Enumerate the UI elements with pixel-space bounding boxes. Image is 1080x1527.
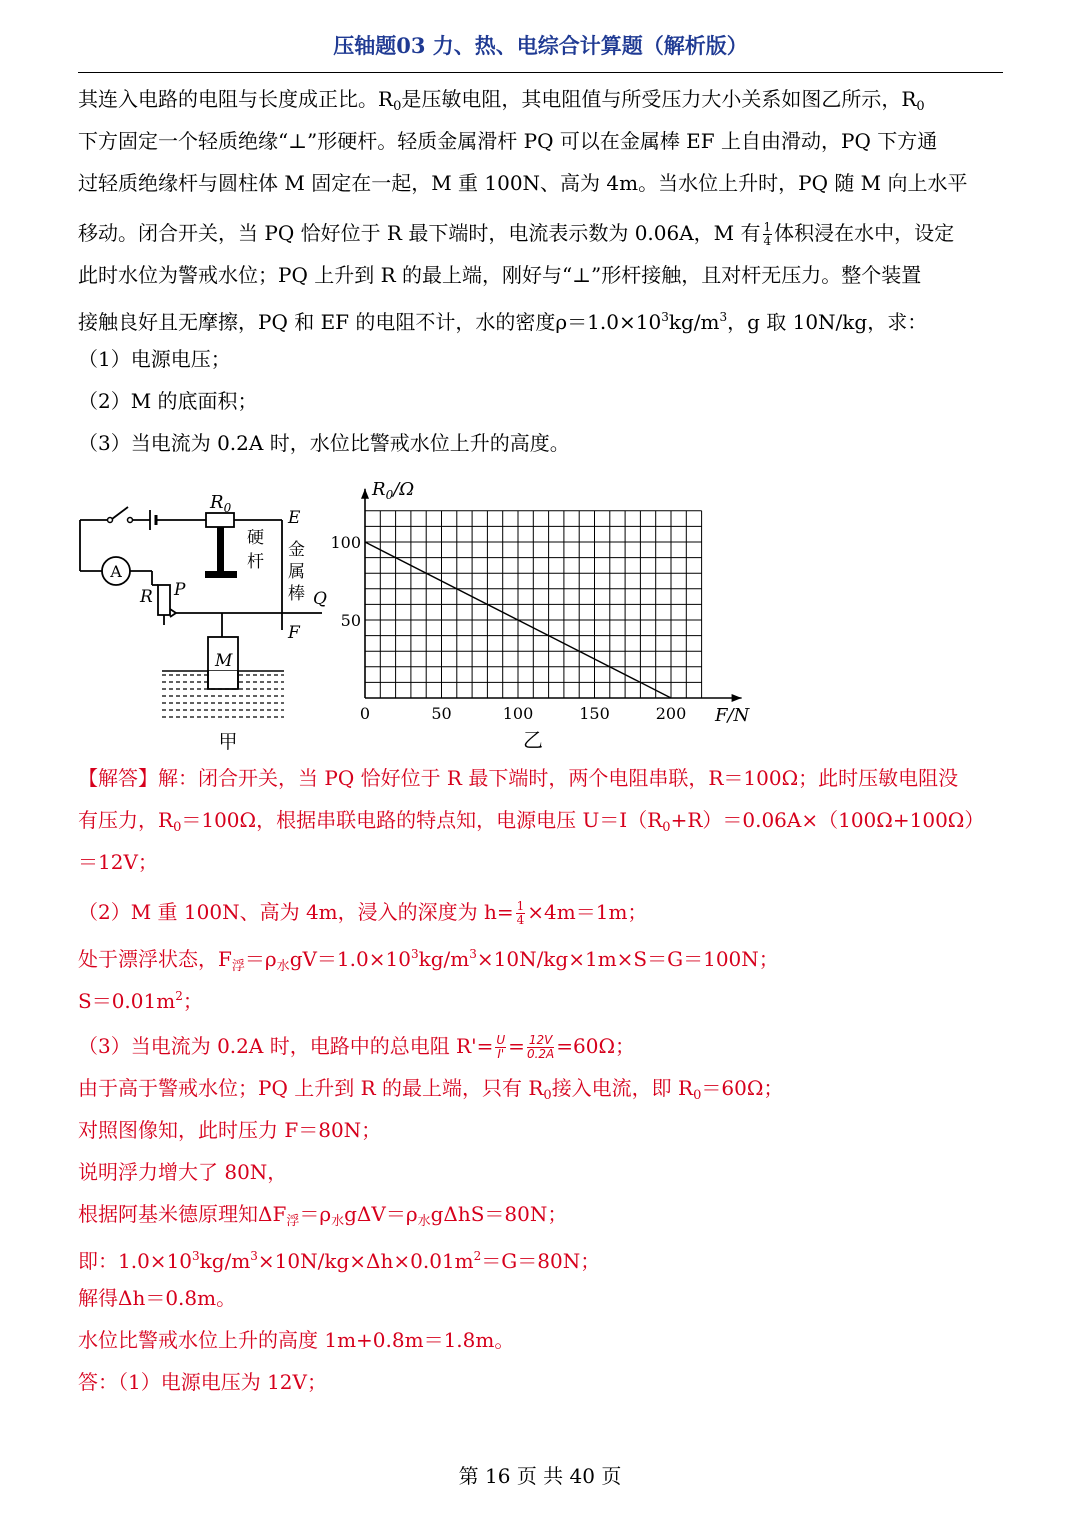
cylinder-m-label: M	[215, 651, 233, 671]
problem-line: 过轻质绝缘杆与圆柱体 M 固定在一起，M 重 100N、高为 4m。当水位上升时，PQ 随 M 向上水平	[78, 171, 968, 195]
solution-line: （2）M 重 100N、高为 4m，浸入的深度为 h= $\frac{1}{4}$ ×4m＝1m；	[78, 899, 648, 927]
solution-line: 由于高于警戒水位；PQ 上升到 R 的最上端，只有 $R_0$接入电流，即 $R_0=60\Omega$；	[78, 1076, 784, 1103]
x-tick-label: 0	[359, 704, 371, 723]
solution-text	[78, 757, 1003, 1403]
problem-line: 移动。闭合开关，当 PQ 恰好位于 R 最下端时，电流表示数为 0.06A，M 有 $\frac{1}{4}$ 体积浸在水中，设定	[78, 220, 955, 248]
y-tick-label: 100	[330, 533, 361, 552]
hard-rod-stem	[217, 527, 224, 573]
figure-a-caption: 甲	[218, 731, 238, 753]
problem-line: 下方固定一个轻质绝缘“⊥”形硬杆。轻质金属滑杆 PQ 可以在金属棒 EF 上自由滑动，PQ 下方通	[78, 129, 938, 153]
chart-xlabel: F/N	[715, 705, 750, 726]
problem-line: 此时水位为警戒水位；PQ 上升到 R 的最上端，刚好与“⊥”形杆接触，且对杆无压力。整个装置	[78, 263, 922, 287]
hard-rod-base	[205, 571, 237, 578]
solution-line: 根据阿基米德原理知$\Delta F_浮=\rho_水g\Delta V=\rho_水g\Delta hS=80N$；	[78, 1202, 568, 1229]
x-tick-label: 50	[431, 704, 452, 723]
page-header-title: 压轴题03 力、热、电综合计算题（解析版）	[333, 33, 748, 58]
solution-line: ＝12V；	[78, 850, 158, 874]
x-tick-label: 150	[579, 704, 610, 723]
x-tick-label: 200	[655, 704, 687, 723]
fraction: $\frac{12V}{0.2A}$	[526, 1033, 555, 1061]
metal-rod-label: 棒	[288, 584, 305, 604]
point-q-label: Q	[313, 589, 327, 609]
y-tick-label: 50	[340, 611, 361, 630]
solution-line: 【解答】解：闭合开关，当 PQ 恰好位于 R 最下端时，两个电阻串联，R＝100Ω；此时压敏电阻没	[78, 766, 959, 790]
solution-line: $S=0.01m^2$；	[78, 989, 203, 1013]
solution-line: （3）当电流为 0.2A 时，电路中的总电阻 R'= $\frac{U}{I'}$ = $\frac{12V}{0.2A}$ =60Ω；	[78, 1033, 636, 1061]
cylinder-m-mask	[209, 671, 237, 688]
solution-line: 解得Δh＝0.8m。	[78, 1286, 237, 1310]
metal-rod-label: 金	[288, 540, 305, 560]
r0-resistor	[206, 513, 234, 527]
point-e-label: E	[288, 508, 301, 528]
switch-lever	[112, 507, 128, 519]
question-2: （2）M 的底面积；	[78, 389, 258, 413]
fraction: $\frac{1}{4}$	[763, 220, 772, 248]
page-footer: 第 16 页 共 40 页	[458, 1464, 622, 1488]
solution-line: 处于漂浮状态，$F_浮=\rho_水gV=1.0\times 10^3kg/m^3\times 10N/kg\times 1m\times S=G=100N$；	[78, 947, 779, 974]
circuit-diagram	[70, 485, 350, 760]
chart-axes	[361, 489, 742, 702]
point-p-label: P	[174, 580, 186, 600]
resistor-r-label: R	[140, 587, 153, 607]
question-3: （3）当电流为 0.2A 时，水位比警戒水位上升的高度。	[78, 431, 570, 455]
chart-grid	[365, 511, 702, 698]
metal-rod-label: 属	[288, 562, 305, 582]
hard-rod-label: 硬	[247, 528, 264, 548]
r-slide-resistor	[158, 585, 170, 615]
problem-text	[78, 78, 1003, 464]
answer-line: 答：（1）电源电压为 12V；	[78, 1370, 327, 1394]
switch-contact	[128, 518, 133, 523]
switch-contact	[108, 518, 113, 523]
ammeter-label: A	[110, 562, 122, 581]
hard-rod-label: 杆	[247, 552, 264, 572]
r0-label: $R_0$	[210, 492, 232, 515]
solution-line: 对照图像知，此时压力 F＝80N；	[78, 1118, 382, 1142]
fraction: $\frac{U}{I'}$	[496, 1033, 506, 1061]
fraction: $\frac{1}{4}$	[516, 899, 525, 927]
chart-ylabel: $R_0/\Omega$	[372, 479, 415, 502]
header-rule	[78, 72, 1003, 73]
y-axis-arrow	[361, 489, 369, 499]
solution-line: 有压力，$R_0=100\Omega$，根据串联电路的特点知，电源电压 $U=I(R_0+R)=0.06A\times(100\Omega+100\Omega)$	[78, 808, 985, 835]
x-tick-label: 100	[502, 704, 534, 723]
problem-line: 接触良好且无摩擦，PQ 和 EF 的电阻不计，水的密度$\rho=1.0\times 10^3kg/m^3$，g 取 10N/kg，求：	[78, 310, 928, 334]
solution-line: 水位比警戒水位上升的高度 1m+0.8m＝1.8m。	[78, 1328, 515, 1352]
chart-caption: 乙	[523, 728, 543, 752]
solution-line: 即：$1.0\times 10^3kg/m^3\times 10N/kg\times\Delta h\times 0.01m^2=G=80N$；	[78, 1249, 601, 1273]
x-axis-arrow	[732, 694, 742, 702]
problem-line: 其连入电路的电阻与长度成正比。$R_0$是压敏电阻，其电阻值与所受压力大小关系如图乙所示，$R_0$	[78, 87, 925, 114]
chart-ticks	[330, 533, 686, 723]
question-1: （1）电源电压；	[78, 347, 231, 371]
point-f-label: F	[288, 623, 300, 643]
r0-force-chart	[320, 475, 770, 760]
solution-line: 说明浮力增大了 80N，	[78, 1160, 288, 1184]
